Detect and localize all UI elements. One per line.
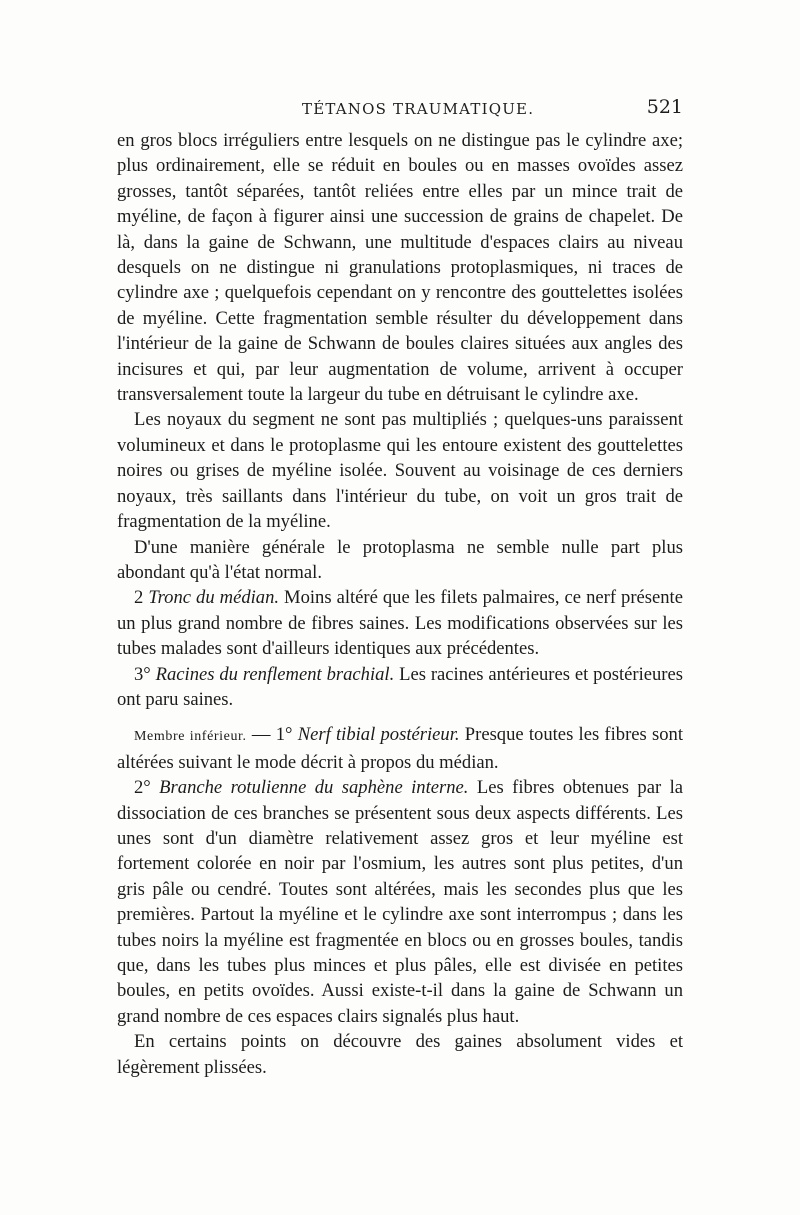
section-number: — 1°	[251, 724, 293, 746]
section-title: Branche rotulienne du saphène interne.	[159, 777, 469, 799]
paragraph-noyaux: Les noyaux du segment ne sont pas multipliés ; quelques-uns paraissent volumineux et dans le protoplasme qui les entoure existent des gouttelettes noires ou grises de myéline isolée. Souvent au voisinage de ces derniers noyaux, très saillants dans l'intérieur du tube, on voit un gros trait de fragmentation de la myéline.	[117, 409, 683, 533]
paragraph-branche-rotulienne	[117, 775, 683, 1029]
body-text	[117, 128, 683, 1080]
section-label: Membre inférieur.	[134, 729, 247, 745]
section-text: Presque toutes les fibres sont altérées suivant le mode décrit à propos du médian.	[117, 724, 683, 773]
section-text: Les racines antérieures et postérieures ont paru saines.	[117, 663, 683, 710]
section-text: Moins altéré que les filets palmaires, ce nerf présente un plus grand nombre de fibres saines. Les modifications observées sur les tubes malades sont d'ailleurs identiques aux précédentes.	[117, 587, 683, 660]
paragraph-gaines-vides: En certains points on découvre des gaines absolument vides et légèrement plissées.	[117, 1031, 683, 1078]
running-title: TÉTANOS TRAUMATIQUE.	[302, 100, 535, 118]
section-title: Nerf tibial postérieur.	[297, 724, 460, 746]
paragraph-membre-inferieur	[117, 722, 683, 775]
section-title: Tronc du médian.	[148, 587, 280, 609]
section-number: 2°	[134, 777, 151, 799]
section-number: 3°	[134, 663, 151, 685]
paragraph-racines	[117, 662, 683, 713]
section-number: 2	[134, 587, 144, 609]
section-text: Les fibres obtenues par la dissociation de ces branches se présentent sous deux aspects différents. Les unes sont d'un diamètre relativement assez gros et leur myéline est fortement colorée en noir par l'osmium, les autres sont plus petites, d'un gris pâle ou cendré. Toutes sont altérées, mais les secondes plus que les premières. Partout la myéline et le cylindre axe sont interrompus ; dans les tubes noirs la myéline est fragmentée en blocs ou en grosses boules, tandis que, dans les tubes plus minces et plus pâles, elle est divisée en petites boules, en petits ovoïdes. Aussi existe-t-il dans la gaine de Schwann un grand nombre de ces espaces clairs signalés plus haut.	[117, 777, 684, 1027]
paragraph-protoplasma: D'une manière générale le protoplasma ne semble nulle part plus abondant qu'à l'état normal.	[117, 536, 683, 583]
section-title: Racines du renflement brachial.	[155, 663, 395, 685]
paragraph-tronc-median	[117, 585, 683, 661]
page-header	[117, 96, 683, 126]
paragraph-continued: en gros blocs irréguliers entre lesquels on ne distingue pas le cylindre axe; plus ordinairement, elle se réduit en boules ou en masses ovoïdes assez grosses, tantôt séparées, tantôt reliées entre elles par un mince trait de myéline, de façon à figurer ainsi une succession de grains de chapelet. De là, dans la gaine de Schwann, une multitude d'espaces clairs au niveau desquels on ne distingue ni granulations protoplasmiques, ni traces de cylindre axe ; quelquefois cependant on y rencontre des gouttelettes isolées de myéline. Cette fragmentation semble résulter du développement dans l'intérieur de la gaine de Schwann de boules claires situées aux angles des incisures et qui, par leur augmentation de volume, arrivent à occuper transversalement toute la largeur du tube en détruisant le cylindre axe.	[117, 130, 683, 406]
page-number: 521	[646, 96, 683, 118]
